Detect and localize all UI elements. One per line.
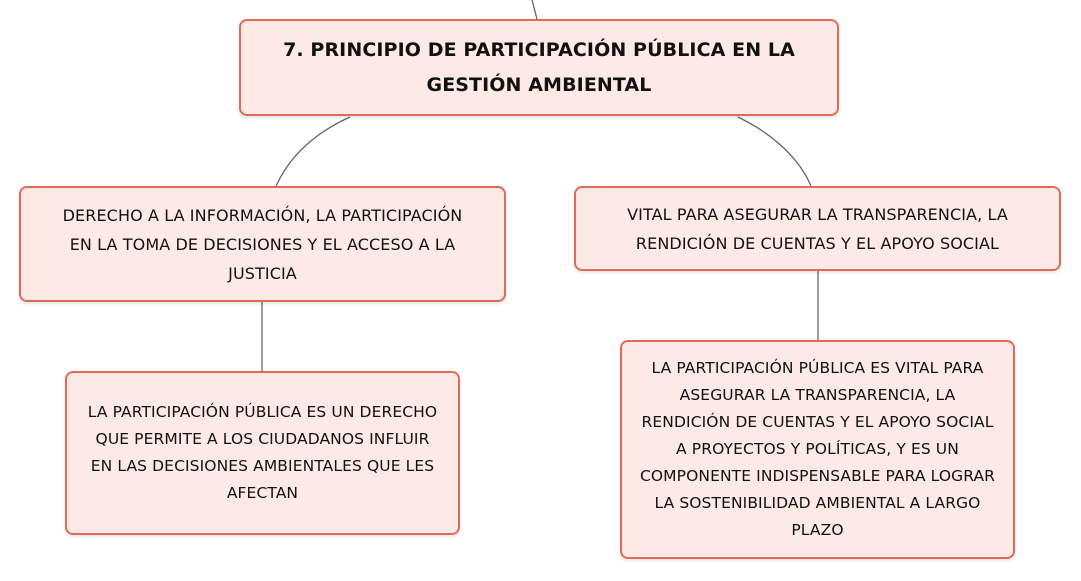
connector-root-to-left-branch: [276, 117, 350, 186]
leaf-node-derecho-ciudadanos[interactable]: [65, 371, 460, 535]
leaf-node-text: LA PARTICIPACIÓN PÚBLICA ES UN DERECHO QUE PERMITE A LOS CIUDADANOS INFLUIR EN LAS DECISIONES AMBIENTALES QUE LES AFECTAN: [87, 403, 438, 502]
branch-node-text: VITAL PARA ASEGURAR LA TRANSPARENCIA, LA RENDICIÓN DE CUENTAS Y EL APOYO SOCIAL: [627, 204, 1008, 253]
branch-node-text: DERECHO A LA INFORMACIÓN, LA PARTICIPACIÓN EN LA TOMA DE DECISIONES Y EL ACCESO A LA JUSTICIA: [62, 205, 463, 283]
root-topic-text: 7. PRINCIPIO DE PARTICIPACIÓN PÚBLICA EN LA GESTIÓN AMBIENTAL: [283, 38, 795, 96]
root-topic-node[interactable]: [239, 19, 839, 116]
branch-node-derecho-informacion[interactable]: [19, 186, 506, 302]
branch-node-vital-transparencia[interactable]: [574, 186, 1061, 271]
connector-parent-to-root: [532, 0, 537, 19]
leaf-node-sostenibilidad[interactable]: [620, 340, 1015, 559]
leaf-node-text: LA PARTICIPACIÓN PÚBLICA ES VITAL PARA ASEGURAR LA TRANSPARENCIA, LA RENDICIÓN DE CUENTAS Y EL APOYO SOCIAL A PROYECTOS Y POLÍTICAS, Y ES UN COMPONENTE INDISPENSABLE PARA LOGRAR LA SOSTENIBILIDAD AMBIENTAL A LARGO PLAZO: [639, 359, 996, 539]
connector-root-to-right-branch: [738, 117, 811, 186]
